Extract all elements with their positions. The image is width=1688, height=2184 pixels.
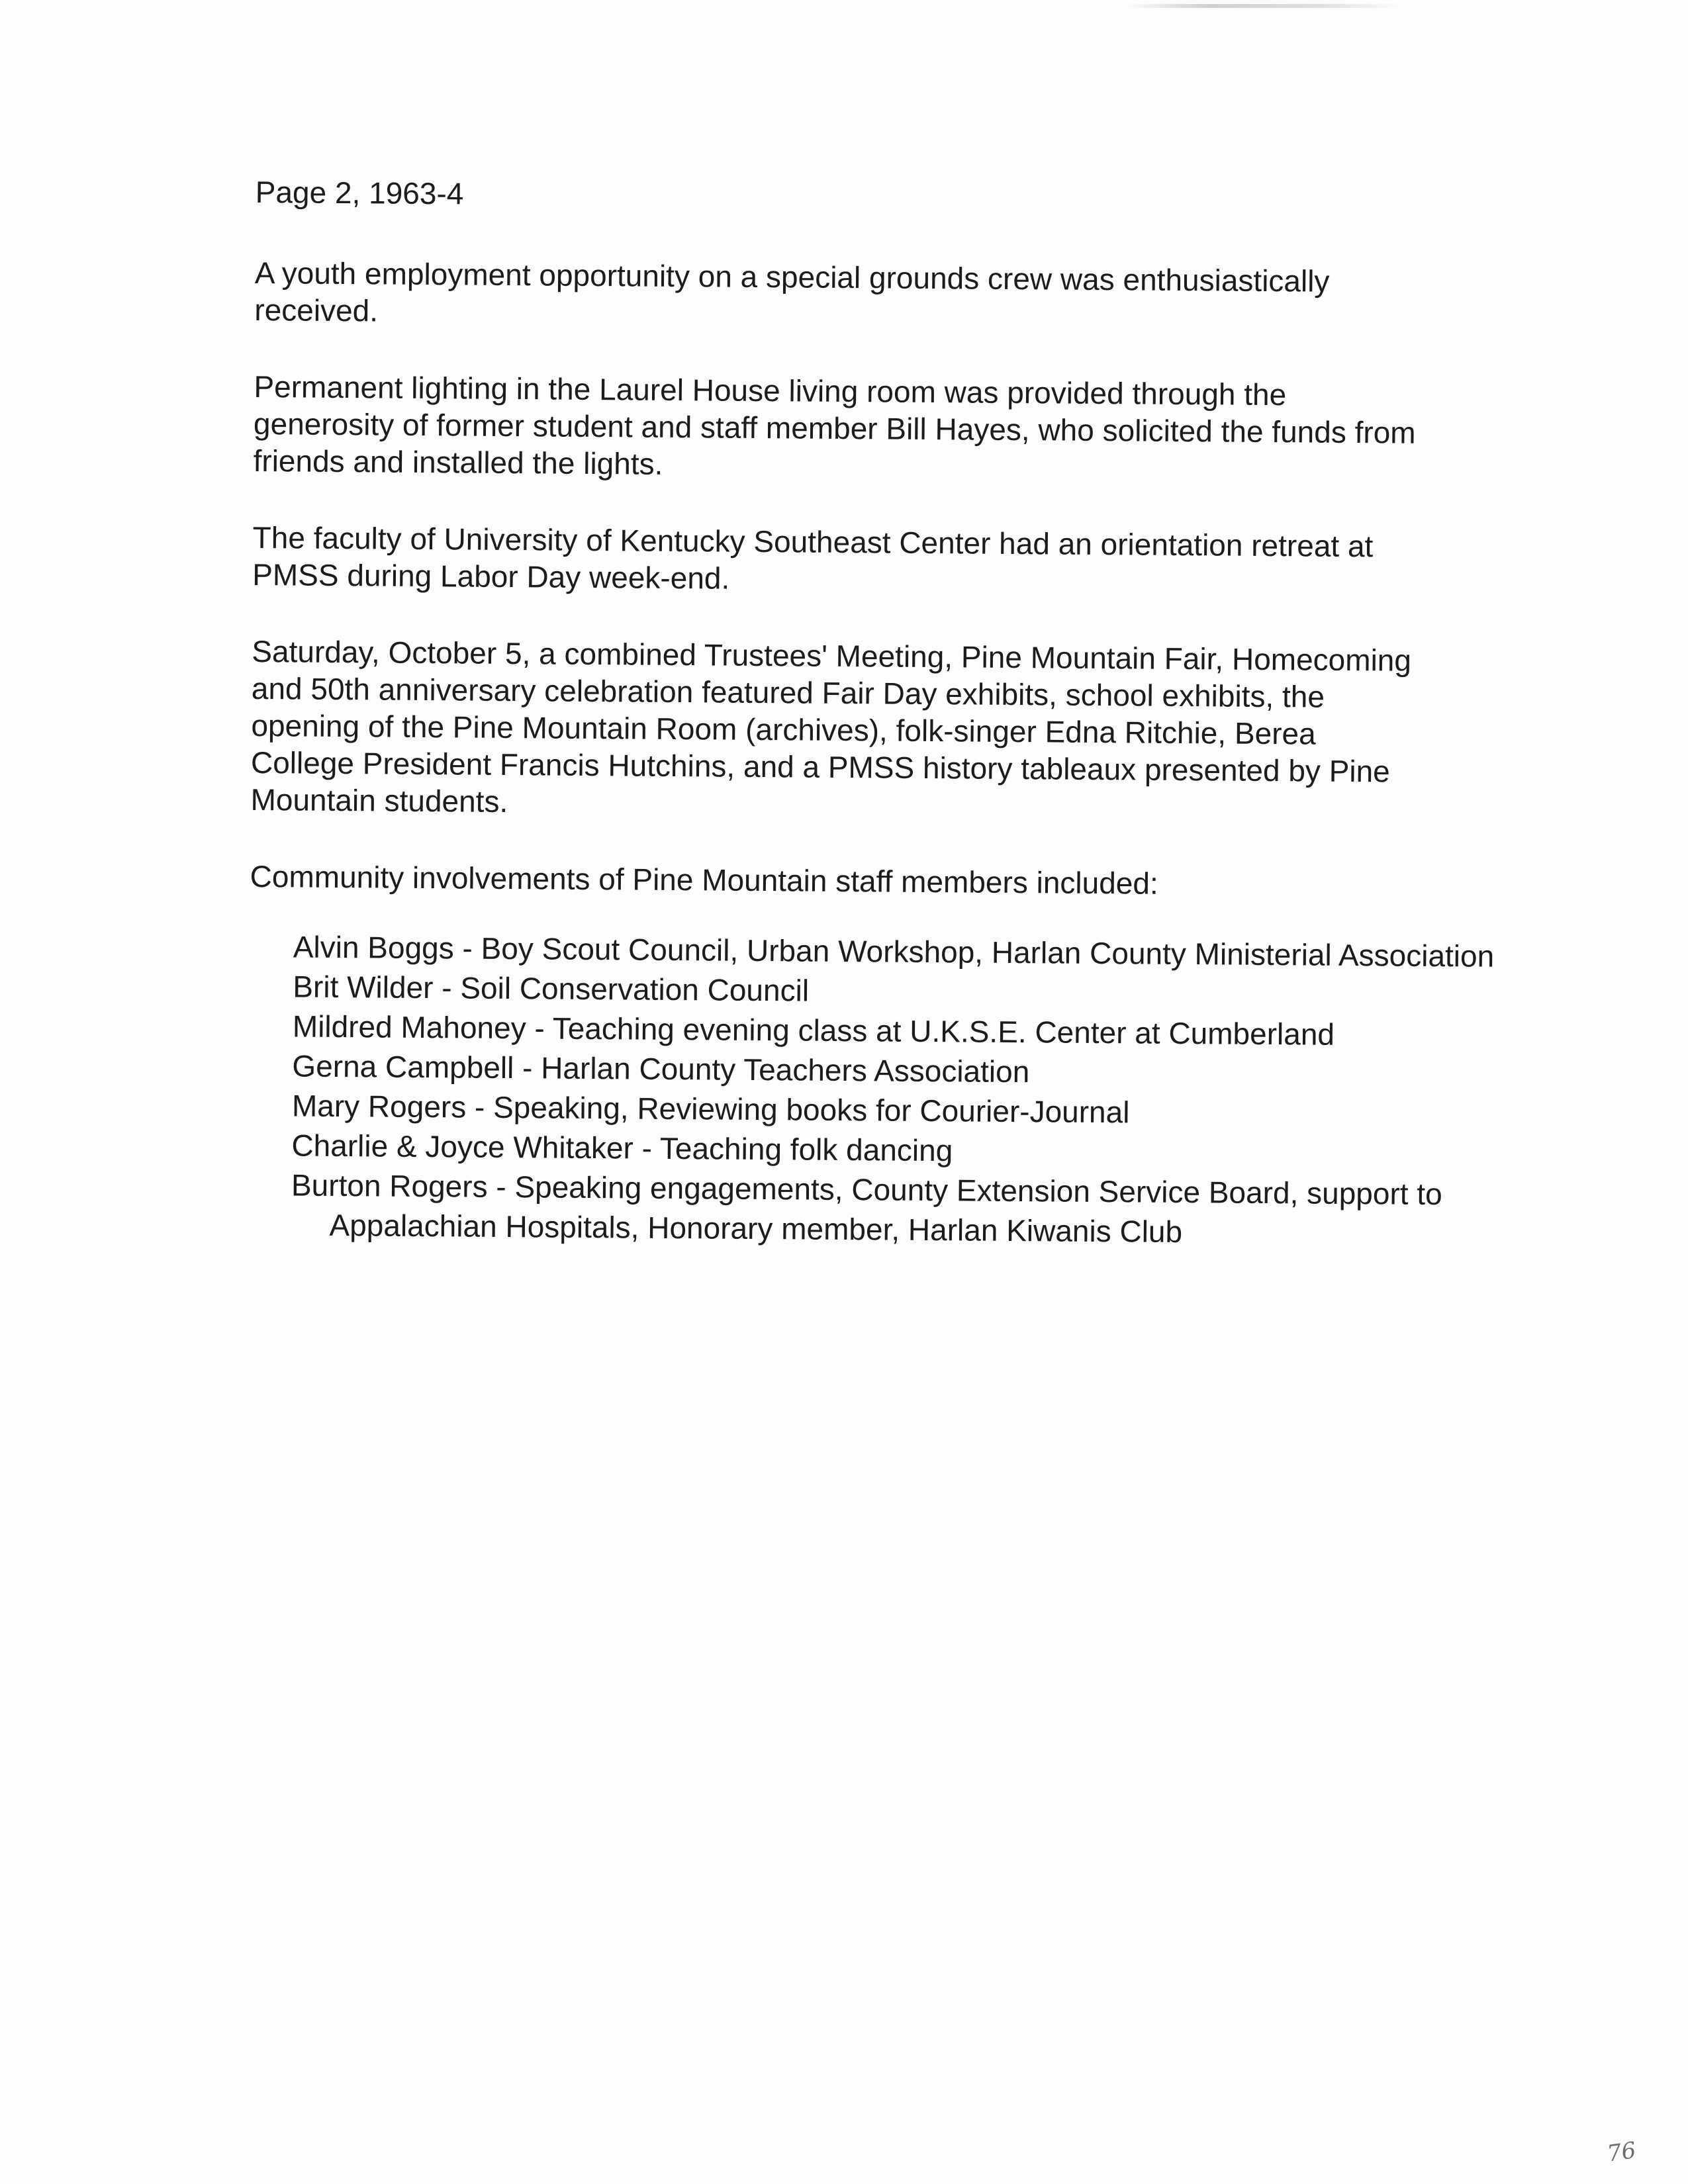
list-item: Burton Rogers - Speaking engagements, County Extension Service Board, support to Appalachian Hospitals, Honorary member, Harlan Kiwanis Club (291, 1167, 1442, 1250)
paragraph-youth-employment: A youth employment opportunity on a special grounds crew was enthusiastically received. (254, 255, 1330, 328)
list-item: Gerna Campbell - Harlan County Teachers Association (292, 1048, 1030, 1089)
list-item: Charlie & Joyce Whitaker - Teaching folk dancing (291, 1128, 953, 1168)
paragraph-anniversary-celebration: Saturday, October 5, a combined Trustees' Meeting, Pine Mountain Fair, Homecoming and 50th anniversary celebration featured Fair Day exhibits, school exhibits, the opening of the Pine Mountain Room (archives), folk-singer Edna Ritchie, Berea College President Francis Hutchins, and a PMSS history tableaux presented by Pine Mountain students. (250, 633, 1412, 819)
paragraph-faculty-retreat: The faculty of University of Kentucky Southeast Center had an orientation retreat at PMSS during Labor Day week-end. (252, 520, 1374, 596)
scan-artifact (1125, 4, 1403, 8)
list-item: Mildred Mahoney - Teaching evening class at U.K.S.E. Center at Cumberland (292, 1009, 1335, 1052)
involvements-list (291, 927, 1547, 1254)
paragraph-community-intro: Community involvements of Pine Mountain staff members included: (250, 858, 1158, 901)
list-item: Mary Rogers - Speaking, Reviewing books for Courier-Journal (291, 1088, 1130, 1130)
paragraph-laurel-house-lighting: Permanent lighting in the Laurel House living room was provided through the generosity of former student and staff member Bill Hayes, who solicited the funds from friends and installed the lights. (253, 369, 1416, 481)
list-item: Brit Wilder - Soil Conservation Council (293, 969, 810, 1008)
document-body (247, 173, 1553, 1254)
handwritten-page-number: 76 (1605, 2137, 1638, 2167)
page-header: Page 2, 1963-4 (255, 174, 464, 211)
list-item: Alvin Boggs - Boy Scout Council, Urban Workshop, Harlan County Ministerial Association (293, 929, 1495, 974)
